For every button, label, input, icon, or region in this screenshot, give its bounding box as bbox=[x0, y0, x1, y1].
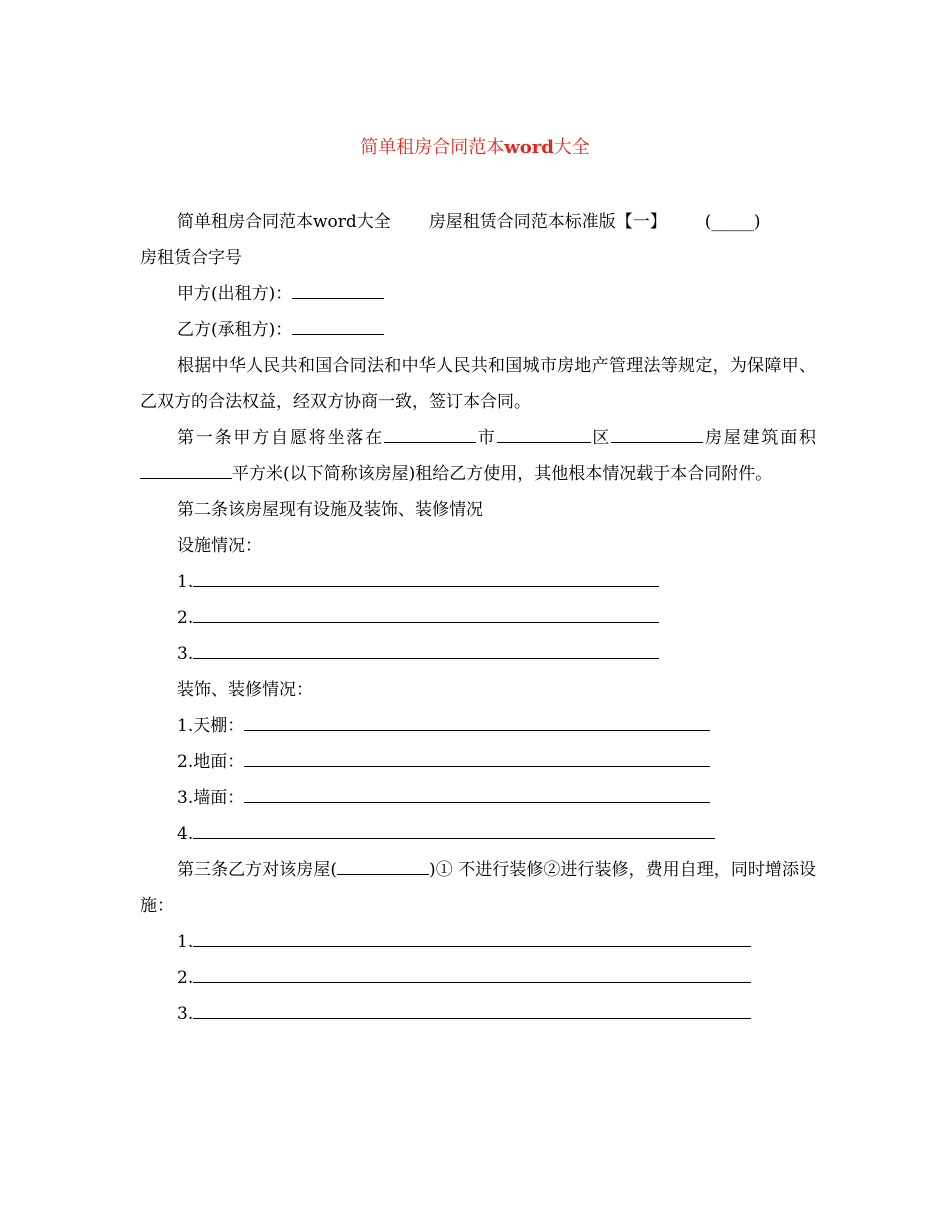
article-3-text-2: )① 不进行装修②进行装修，费用自理，同时增添设施： bbox=[140, 860, 816, 916]
article-3-item-blank bbox=[193, 1004, 751, 1019]
decor-item-label: 3.墙面： bbox=[177, 788, 245, 808]
title-part-1: 简单租房合同范本 bbox=[360, 137, 505, 158]
article-1-district-blank bbox=[611, 428, 703, 443]
decor-item bbox=[140, 816, 816, 852]
party-a-line bbox=[140, 276, 816, 312]
party-a-label: 甲方(出租方)： bbox=[177, 284, 293, 304]
article-3-item-blank bbox=[193, 968, 751, 983]
article-2-heading: 第二条该房屋现有设施及装饰、装修情况 bbox=[177, 500, 483, 520]
article-3-item-number: 1. bbox=[177, 932, 194, 952]
article-1-area-blank bbox=[140, 464, 232, 479]
decor-item bbox=[140, 780, 816, 816]
facilities-label: 设施情况： bbox=[177, 536, 262, 556]
article-1-text-1: 第一条甲方自愿将坐落在 bbox=[177, 428, 384, 448]
facility-item-number: 2. bbox=[177, 608, 194, 628]
article-1-location-blank bbox=[384, 428, 476, 443]
intro-doc-name: 简单租房合同范本word大全 bbox=[177, 212, 391, 232]
facility-item bbox=[140, 600, 816, 636]
article-3-item-number: 2. bbox=[177, 968, 194, 988]
title-part-2: word bbox=[504, 137, 554, 158]
party-b-blank bbox=[292, 320, 384, 335]
article-1-text-4: 房屋建筑面积 bbox=[703, 428, 817, 448]
party-a-blank bbox=[292, 284, 384, 299]
preamble-paragraph: 根据中华人民共和国合同法和中华人民共和国城市房地产管理法等规定，为保障甲、乙双方的合法权益，经双方协商一致，签订本合同。 bbox=[140, 356, 816, 412]
decor-item-blank bbox=[193, 824, 715, 839]
intro-subtitle: 房屋租赁合同范本标准版【一】 bbox=[428, 212, 667, 232]
article-3-item bbox=[140, 960, 816, 996]
title-part-3: 大全 bbox=[553, 137, 590, 158]
facility-item-blank bbox=[193, 608, 659, 623]
decor-item-label: 1.天棚： bbox=[177, 716, 245, 736]
article-3-item bbox=[140, 996, 816, 1032]
decor-item-blank bbox=[244, 716, 710, 731]
article-3-item bbox=[140, 924, 816, 960]
party-b-label: 乙方(承租方)： bbox=[177, 320, 293, 340]
article-3-blank bbox=[337, 860, 429, 875]
facility-item-number: 3. bbox=[177, 644, 194, 664]
article-1-text-2: 市 bbox=[475, 428, 497, 448]
intro-number-blank: (_____) bbox=[704, 212, 761, 232]
decor-label: 装饰、装修情况： bbox=[177, 680, 313, 700]
decor-item bbox=[140, 708, 816, 744]
facility-item bbox=[140, 564, 816, 600]
facility-item-number: 1. bbox=[177, 572, 194, 592]
intro-line bbox=[140, 204, 816, 240]
document-body bbox=[140, 204, 816, 1032]
article-1-paragraph bbox=[140, 420, 816, 492]
intro-line-2: 房租赁合字号 bbox=[140, 248, 242, 268]
article-3-item-blank bbox=[193, 932, 751, 947]
article-3-item-number: 3. bbox=[177, 1004, 194, 1024]
article-3-paragraph bbox=[140, 852, 816, 924]
facility-item bbox=[140, 636, 816, 672]
article-1-city-blank bbox=[497, 428, 591, 443]
decor-item-blank bbox=[244, 788, 710, 803]
facility-item-blank bbox=[193, 644, 659, 659]
article-3-text-1: 第三条乙方对该房屋( bbox=[177, 860, 338, 880]
decor-item-label: 2.地面： bbox=[177, 752, 245, 772]
decor-item-label: 4. bbox=[177, 824, 194, 844]
document-title bbox=[0, 134, 950, 162]
facility-item-blank bbox=[193, 572, 659, 587]
article-1-text-3: 区 bbox=[590, 428, 612, 448]
party-b-line bbox=[140, 312, 816, 348]
decor-item-blank bbox=[244, 752, 710, 767]
decor-item bbox=[140, 744, 816, 780]
article-1-text-5: 平方米(以下简称该房屋)租给乙方使用，其他根本情况载于本合同附件。 bbox=[232, 464, 773, 484]
